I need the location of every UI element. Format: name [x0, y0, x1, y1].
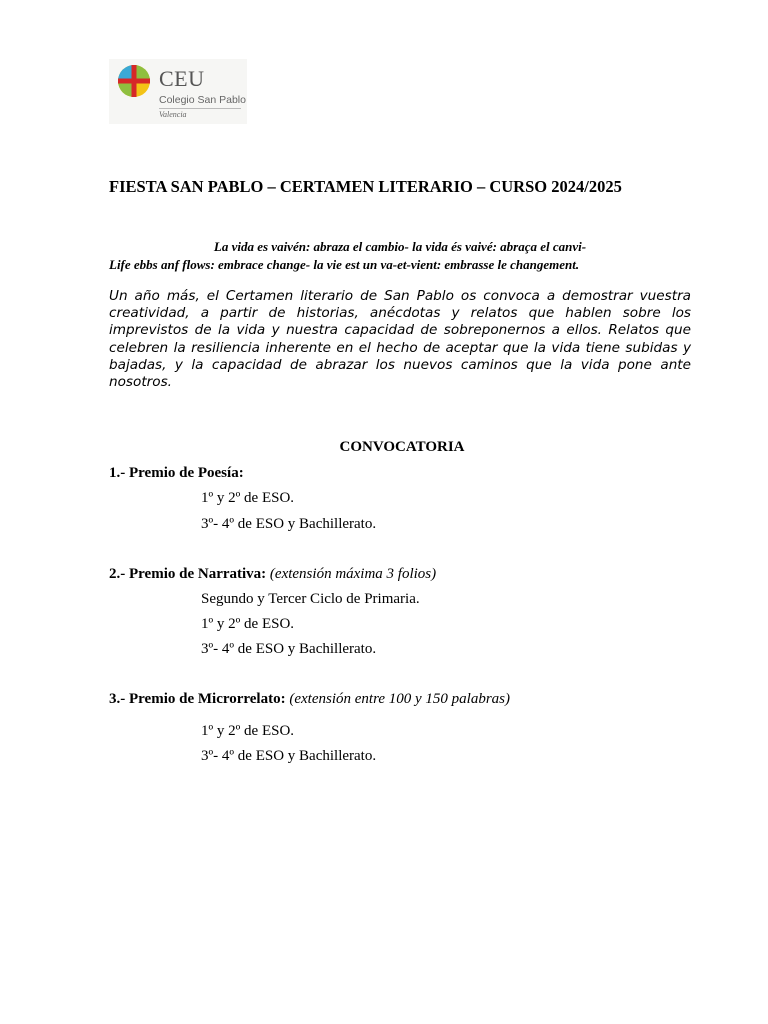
prize-poesia-title	[109, 464, 244, 482]
logo-city: Valencia	[159, 110, 187, 119]
ceu-emblem-icon	[117, 64, 151, 98]
ceu-logo	[109, 59, 247, 124]
prize-microrrelato-title	[109, 690, 510, 708]
prize-microrrelato-note: (extensión entre 100 y 150 palabras)	[289, 691, 511, 707]
prize-narrativa-level: 3º- 4º de ESO y Bachillerato.	[201, 641, 377, 657]
prize-poesia-level: 3º- 4º de ESO y Bachillerato.	[201, 516, 377, 532]
motto-line-2: Life ebbs anf flows: embrace change- la vie est un va-et-vient: embrasse le changement.	[109, 257, 580, 272]
prize-microrrelato-level: 1º y 2º de ESO.	[201, 723, 295, 739]
document-title: FIESTA SAN PABLO – CERTAMEN LITERARIO – CURSO 2024/2025	[109, 177, 622, 196]
prize-poesia-level: 1º y 2º de ESO.	[201, 490, 295, 506]
logo-school-name: Colegio San Pablo	[159, 94, 246, 106]
prize-narrativa-label: 2.- Premio de Narrativa:	[109, 566, 267, 582]
intro-paragraph: Un año más, el Certamen literario de San Pablo os convoca a demostrar vuestra creatividad, a partir de historias, anécdotas y relatos que hablen sobre los imprevistos de la vida y nuestra capacidad de sobreponernos a ellos. Relatos que celebren la resiliencia inherente en el hecho de aceptar que la vida tiene subidas y bajadas, y la capacidad de abrazar los nuevos caminos que la vida pone ante nosotros.	[109, 288, 691, 391]
prize-microrrelato-level: 3º- 4º de ESO y Bachillerato.	[201, 748, 377, 764]
convocatoria-heading: CONVOCATORIA	[339, 439, 465, 455]
prize-narrativa-note: (extensión máxima 3 folios)	[269, 566, 437, 582]
logo-divider	[159, 108, 241, 109]
prize-poesia-label: 1.- Premio de Poesía:	[109, 465, 244, 481]
prize-narrativa-level: 1º y 2º de ESO.	[201, 616, 295, 632]
prize-microrrelato-label: 3.- Premio de Microrrelato:	[109, 691, 286, 707]
prize-narrativa-title	[109, 565, 436, 583]
prize-narrativa-level: Segundo y Tercer Ciclo de Primaria.	[201, 591, 420, 607]
motto-line-1: La vida es vaivén: abraza el cambio- la vida és vaivé: abraça el canvi-	[213, 239, 587, 254]
logo-brand-text: CEU	[159, 66, 205, 91]
